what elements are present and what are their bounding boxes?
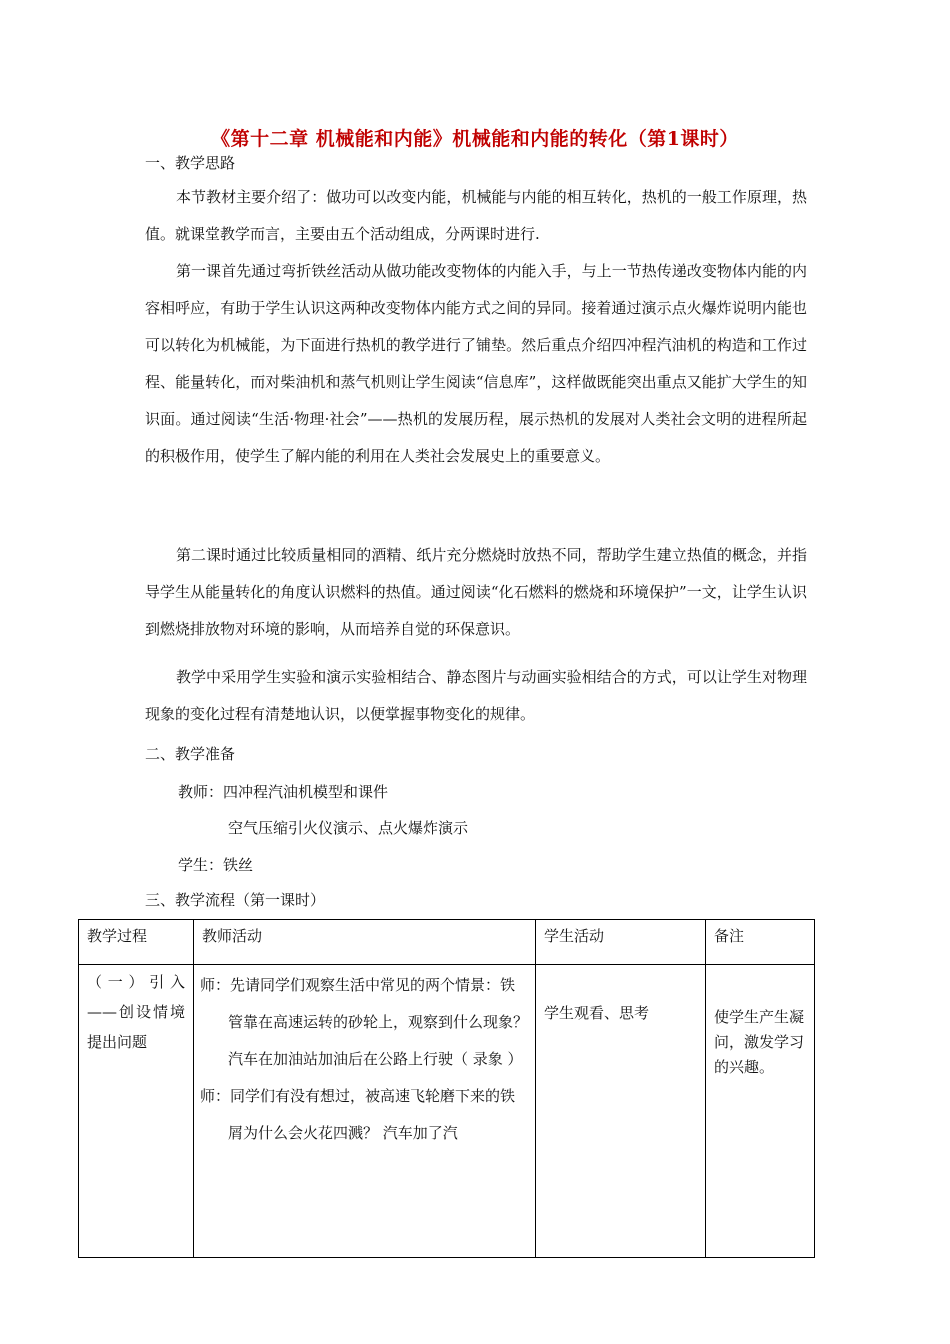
table-header-row bbox=[79, 920, 815, 965]
cell-teacher-activity bbox=[194, 965, 536, 1258]
paragraph-second-lesson: 第二课时通过比较质量相同的酒精、纸片充分燃烧时放热不同，帮助学生建立热值的概念，并指导学生从能量转化的角度认识燃料的热值。通过阅读“化石燃料的燃烧和环境保护”一文，让学生认识到燃烧排放物对环境的影响，从而培养自觉的环保意识。 bbox=[145, 546, 807, 638]
paragraph-intro: 本节教材主要介绍了：做功可以改变内能，机械能与内能的相互转化，热机的一般工作原理，热值。就课堂教学而言，主要由五个活动组成，分两课时进行. bbox=[145, 188, 807, 243]
cell-process: （一）引入——创设情境 提出问题 bbox=[79, 965, 194, 1258]
section-heading-teaching-flow: 三、教学流程（第一课时） bbox=[145, 891, 326, 909]
table-row bbox=[79, 965, 815, 1258]
header-teacher-activity: 教师活动 bbox=[194, 920, 536, 965]
teaching-flow-table bbox=[78, 919, 815, 1258]
preparation-student: 学生：铁丝 bbox=[178, 856, 254, 874]
section-heading-preparation: 二、教学准备 bbox=[145, 745, 236, 763]
preparation-teacher-demos: 空气压缩引火仪演示、点火爆炸演示 bbox=[228, 819, 469, 837]
header-process: 教学过程 bbox=[79, 920, 194, 965]
header-student-activity: 学生活动 bbox=[536, 920, 706, 965]
section-heading-teaching-idea: 一、教学思路 bbox=[145, 154, 236, 172]
teacher-activity-paragraph: 师：同学们有没有想过，被高速飞轮磨下来的铁屑为什么会火花四溅？ 汽车加了汽 bbox=[200, 1087, 516, 1142]
page-title: 《第十二章 机械能和内能》机械能和内能的转化（第1课时） bbox=[211, 128, 739, 150]
teacher-activity-paragraph: 师：先请同学们观察生活中常见的两个情景：铁管靠在高速运转的砂轮上，观察到什么现象？汽车在加油站加油后在公路上行驶（ 录象 ） bbox=[200, 976, 529, 1068]
paragraph-first-lesson: 第一课首先通过弯折铁丝活动从做功能改变物体的内能入手，与上一节热传递改变物体内能的内容相呼应，有助于学生认识这两种改变物体内能方式之间的异同。接着通过演示点火爆炸说明内能也可以转化为机械能，为下面进行热机的教学进行了铺垫。然后重点介绍四冲程汽油机的构造和工作过程、能量转化，而对柴油机和蒸气机则让学生阅读“信息库”，这样做既能突出重点又能扩大学生的知识面。通过阅读“生活·物理·社会”——热机的发展历程，展示热机的发展对人类社会文明的进程所起的积极作用，使学生了解内能的利用在人类社会发展史上的重要意义。 bbox=[145, 262, 807, 465]
header-notes: 备注 bbox=[706, 920, 815, 965]
preparation-teacher: 教师：四冲程汽油机模型和课件 bbox=[178, 783, 389, 801]
paragraph-teaching-method: 教学中采用学生实验和演示实验相结合、静态图片与动画实验相结合的方式，可以让学生对物理现象的变化过程有清楚地认识，以便掌握事物变化的规律。 bbox=[145, 668, 807, 723]
cell-notes: 使学生产生凝问，激发学习的兴趣。 bbox=[706, 965, 815, 1258]
cell-student-activity: 学生观看、思考 bbox=[536, 965, 706, 1258]
